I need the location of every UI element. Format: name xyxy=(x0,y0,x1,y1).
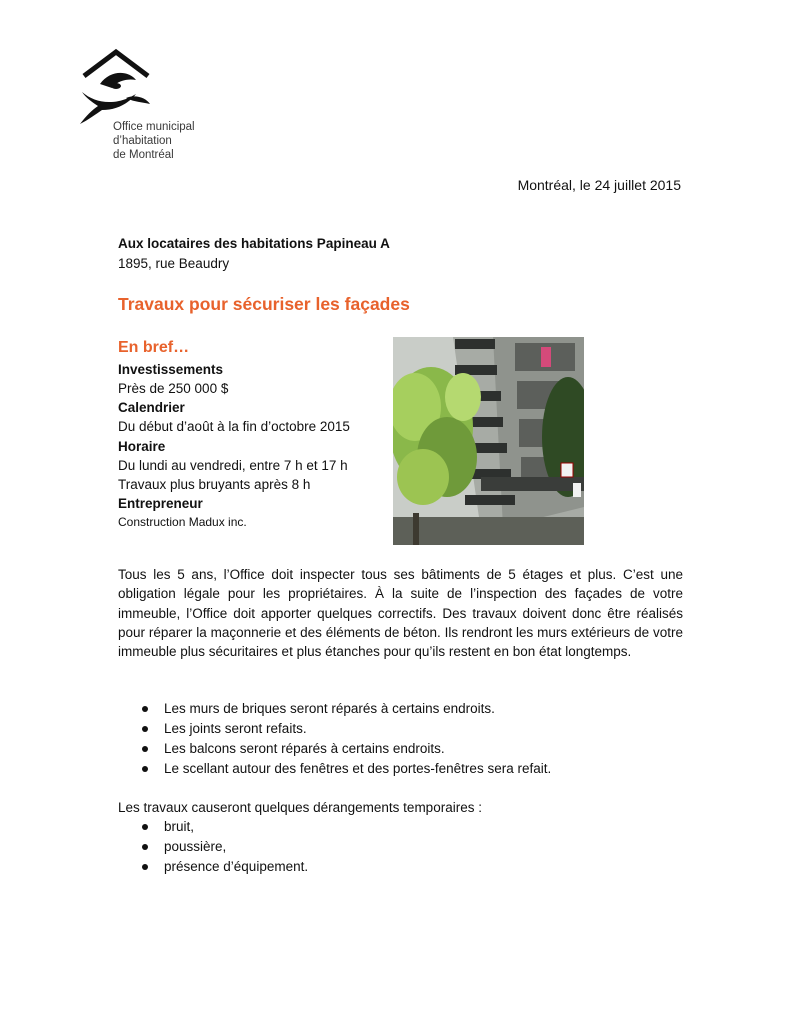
list-item-text: Les balcons seront réparés à certains endroits. xyxy=(164,741,445,756)
bullet-icon xyxy=(142,706,148,712)
list-item xyxy=(118,739,683,759)
recipient-address: 1895, rue Beaudry xyxy=(118,256,230,271)
brief-value: Du début d’août à la fin d’octobre 2015 xyxy=(118,419,350,435)
brief-value: Travaux plus bruyants après 8 h xyxy=(118,476,311,492)
list-item xyxy=(118,759,683,779)
recipient-block xyxy=(118,234,390,274)
organization-line: d’habitation xyxy=(113,135,172,147)
letter-date: Montréal, le 24 juillet 2015 xyxy=(517,177,681,193)
list-item-text: bruit, xyxy=(164,819,195,834)
disturbances-intro: Les travaux causeront quelques dérangements temporaires : xyxy=(118,800,482,815)
recipient-name: Aux locataires des habitations Papineau A xyxy=(118,236,390,251)
disturbances-list xyxy=(118,817,683,877)
bullet-icon xyxy=(142,864,148,870)
list-item xyxy=(118,817,683,837)
work-items-list xyxy=(118,699,683,779)
brief-label: Investissements xyxy=(118,362,224,377)
body-paragraph: Tous les 5 ans, l’Office doit inspecter tous ses bâtiments de 5 étages et plus. C’est une obligation légale pour les propriétaires. À la suite de l’inspection des façades de votre immeuble, l’Office doit apporter quelques correctifs. Des travaux doivent donc être réalisés pour réparer la maçonnerie et des éléments de béton. Ils rendront les murs extérieurs de votre immeuble plus sécuritaires et plus étanches pour qu’ils restent en bon état longtemps. xyxy=(118,567,683,660)
omhm-logo-mark xyxy=(76,48,156,128)
brief-label: Horaire xyxy=(118,438,166,454)
organization-line: de Montréal xyxy=(113,149,174,161)
brief-summary xyxy=(118,339,383,531)
list-item xyxy=(118,699,683,719)
building-photo xyxy=(393,337,584,545)
organization-line: Office municipal xyxy=(113,121,195,133)
list-item xyxy=(118,857,683,877)
bullet-icon xyxy=(142,746,148,752)
list-item-text: Les murs de briques seront réparés à certains endroits. xyxy=(164,701,495,716)
brief-value: Du lundi au vendredi, entre 7 h et 17 h xyxy=(118,457,348,473)
brief-label: Entrepreneur xyxy=(118,496,203,512)
bullet-icon xyxy=(142,766,148,772)
bullet-icon xyxy=(142,726,148,732)
list-item xyxy=(118,719,683,739)
bullet-icon xyxy=(142,824,148,830)
bullet-icon xyxy=(142,844,148,850)
letter-title: Travaux pour sécuriser les façades xyxy=(118,294,410,314)
omhm-logo xyxy=(76,48,216,161)
list-item-text: poussière, xyxy=(164,839,227,854)
brief-value: Près de 250 000 $ xyxy=(118,381,229,396)
brief-value: Construction Madux inc. xyxy=(118,515,247,530)
list-item xyxy=(118,837,683,857)
list-item-text: Le scellant autour des fenêtres et des portes-fenêtres sera refait. xyxy=(164,761,552,776)
list-item-text: présence d’équipement. xyxy=(164,859,309,874)
brief-label: Calendrier xyxy=(118,400,185,416)
organization-name xyxy=(113,120,223,162)
brief-heading: En bref… xyxy=(118,339,190,356)
list-item-text: Les joints seront refaits. xyxy=(164,721,307,736)
